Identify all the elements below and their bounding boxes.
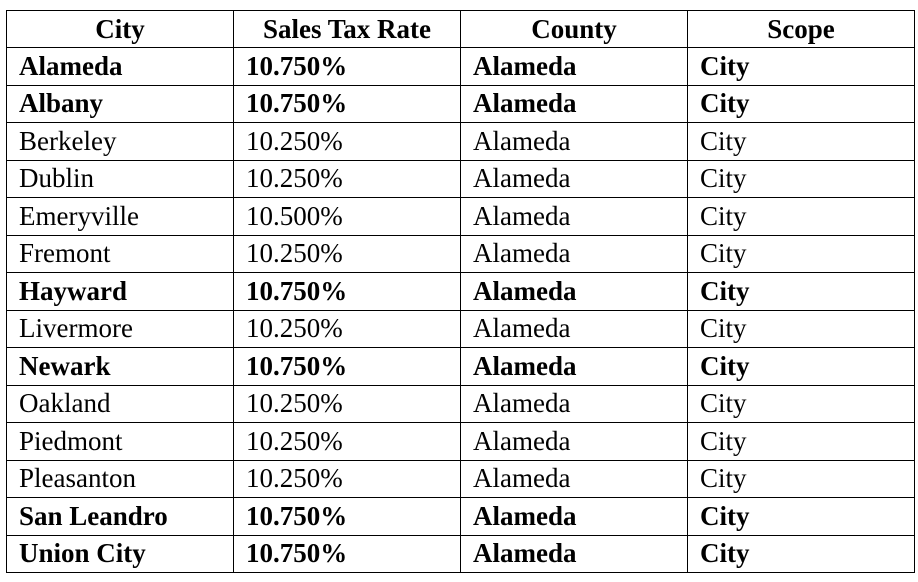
scope-cell: City [688,273,915,311]
table-row [7,160,915,198]
table-row [7,273,915,311]
table-row [7,123,915,161]
column-header-sales-tax-rate: Sales Tax Rate [234,11,461,48]
scope-cell: City [688,48,915,86]
county-cell: Alameda [461,498,688,536]
scope-cell: City [688,498,915,536]
sales-tax-rate-cell: 10.250% [234,123,461,161]
city-cell: Alameda [7,48,234,86]
county-cell: Alameda [461,385,688,423]
sales-tax-rate-cell: 10.250% [234,385,461,423]
table-row [7,385,915,423]
city-cell: Pleasanton [7,460,234,498]
table-row [7,235,915,273]
scope-cell: City [688,160,915,198]
county-cell: Alameda [461,273,688,311]
scope-cell: City [688,423,915,461]
scope-cell: City [688,123,915,161]
sales-tax-rate-cell: 10.750% [234,85,461,123]
column-header-scope: Scope [688,11,915,48]
sales-tax-rate-cell: 10.750% [234,48,461,86]
table-row [7,498,915,536]
scope-cell: City [688,348,915,386]
city-cell: San Leandro [7,498,234,536]
scope-cell: City [688,85,915,123]
table-row [7,460,915,498]
scope-cell: City [688,535,915,573]
sales-tax-rate-cell: 10.250% [234,423,461,461]
sales-tax-rate-cell: 10.500% [234,198,461,236]
city-cell: Piedmont [7,423,234,461]
city-cell: Union City [7,535,234,573]
sales-tax-rate-cell: 10.750% [234,273,461,311]
county-cell: Alameda [461,123,688,161]
county-cell: Alameda [461,460,688,498]
sales-tax-table [6,10,915,573]
scope-cell: City [688,235,915,273]
county-cell: Alameda [461,85,688,123]
county-cell: Alameda [461,348,688,386]
column-header-county: County [461,11,688,48]
city-cell: Oakland [7,385,234,423]
sales-tax-rate-cell: 10.250% [234,235,461,273]
city-cell: Dublin [7,160,234,198]
table-row [7,48,915,86]
table-row [7,423,915,461]
county-cell: Alameda [461,235,688,273]
table-body [7,48,915,573]
column-header-city: City [7,11,234,48]
city-cell: Newark [7,348,234,386]
sales-tax-rate-cell: 10.250% [234,310,461,348]
city-cell: Hayward [7,273,234,311]
sales-tax-rate-cell: 10.250% [234,460,461,498]
table-row [7,85,915,123]
county-cell: Alameda [461,423,688,461]
table-row [7,310,915,348]
county-cell: Alameda [461,535,688,573]
city-cell: Berkeley [7,123,234,161]
sales-tax-rate-cell: 10.250% [234,160,461,198]
table-row [7,348,915,386]
scope-cell: City [688,310,915,348]
county-cell: Alameda [461,48,688,86]
city-cell: Albany [7,85,234,123]
scope-cell: City [688,198,915,236]
sales-tax-rate-cell: 10.750% [234,535,461,573]
county-cell: Alameda [461,198,688,236]
county-cell: Alameda [461,310,688,348]
scope-cell: City [688,385,915,423]
scope-cell: City [688,460,915,498]
table-header-row [7,11,915,48]
city-cell: Fremont [7,235,234,273]
sales-tax-rate-cell: 10.750% [234,348,461,386]
table-row [7,535,915,573]
city-cell: Livermore [7,310,234,348]
sales-tax-rate-cell: 10.750% [234,498,461,536]
county-cell: Alameda [461,160,688,198]
table-row [7,198,915,236]
city-cell: Emeryville [7,198,234,236]
